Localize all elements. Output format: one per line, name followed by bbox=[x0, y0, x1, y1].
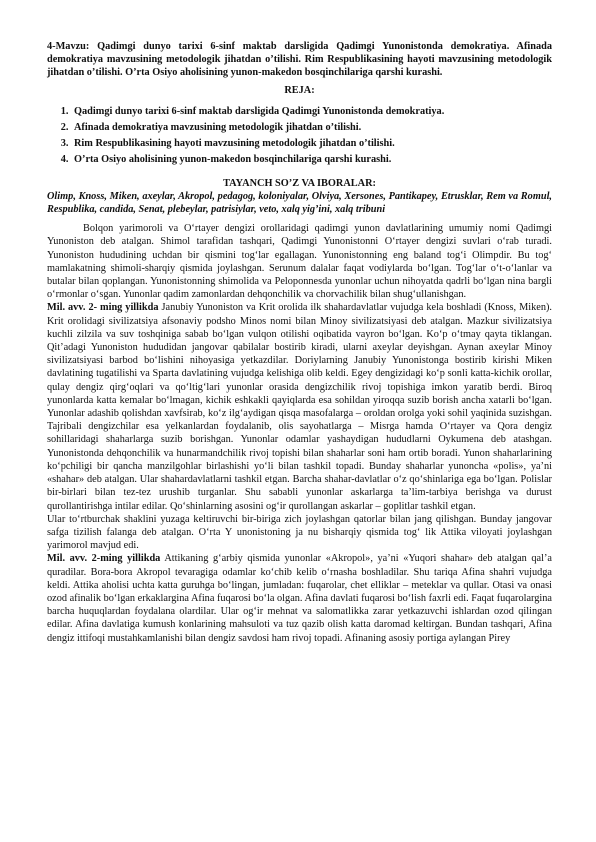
document-page bbox=[47, 40, 552, 645]
plan-item: 3. Rim Respublikasining hayoti mavzusining metodologik jihatdan o’tilishi. bbox=[71, 137, 552, 150]
paragraph-text: Attikaning g‘arbiy qismida yunonlar «Akropol», ya’ni «Yuqori shahar» deb atalgan qal’a quradilar. Bora-bora Akropol tevaragiga odamlar ko‘chib kelib o‘rnasha boshladilar. Shu tariqa Afina shahri vujudga keldi. Attika aholisi uchta katta guruhga bo‘lingan, jumladan: fuqarolar, chet elliklar – meteklar va qullar. Otasi va onasi ozod afinalik bo‘lgan erkaklargina Afina fuqarosi bo‘la olgan. Afina davlati fuqarosi bo‘lish faxrli edi. Faqat fuqarolargina barcha huquqlardan foydalana olardilar. Ular og‘ir mehnat va salomatlikka zarar yetkazuvchi ishlardan ozod qilingan edilar. Afina davlatiga kumush konlarining mahsuloti va tuz qazib olish katta daromad keltirgan. Bundan tashqari, Afina dengiz ittifoqi mustahkamlanishi bilan dengiz savdosi ham rivoj topadi. Afinaning asosiy portiga aylangan Pirey bbox=[47, 553, 552, 644]
period-lead: Mil. avv. 2- ming yillikda bbox=[47, 302, 159, 314]
plan-list bbox=[47, 105, 552, 167]
paragraph-early-states bbox=[47, 301, 552, 512]
plan-item: 1. Qadimgi dunyo tarixi 6-sinf maktab darsligida Qadimgi Yunonistonda demokratiya. bbox=[71, 105, 552, 118]
plan-item: 4. O’rta Osiyo aholisining yunon-makedon bosqinchilariga qarshi kurashi. bbox=[71, 153, 552, 166]
period-lead: Mil. avv. 2-ming yillikda bbox=[47, 553, 161, 565]
key-terms-text: Olimp, Knoss, Miken, axeylar, Akropol, pedagog, koloniyalar, Olviya, Xersones, Pantikapey, Etrusklar, Rem va Romul, Respublika, candida, Senat, plebeylar, patrisiylar, veto, xalq yig’ini, xalq tribuni bbox=[47, 190, 552, 216]
key-terms-heading: TAYANCH SO’Z VA IBORALAR: bbox=[223, 177, 376, 189]
paragraph-geography: Bolqon yarimoroli va O‘rtayer dengizi orollaridagi qadimgi yunon davlatlarining umumiy nomi Qadimgi Yunoniston deb atalgan. Shimol tarafidan tashqari, Qadimgi Yunonistonni O‘rtayer dengizi suvlari o‘rab turadi. Yunoniston hududining uchdan bir qismini tog‘lar egallagan. Yunonistonning eng baland tog‘i Olimpdir. Bu tog‘ mamlakatning shimoli-sharqiy qismida joylashgan. Serunum dalalar faqat vodiylarda bo‘lgan. Tog‘lar o‘t-o‘lanlar va butalar bilan qoplangan. Yunonistonning shimolida va Peloponnesda yunonlar uchun nihoyatda qadrli bo‘lgan nina bargli o‘rmonlar o‘sgan. Yunonlar qadim zamonlardan dehqonchilik va chorvachilik bilan shug‘ullanishgan. bbox=[47, 223, 552, 301]
plan-item: 2. Afinada demokratiya mavzusining metodologik jihatdan o’tilishi. bbox=[71, 121, 552, 134]
paragraph-text: Janubiy Yunoniston va Krit orolida ilk shahardavlatlar vujudga kela boshladi (Knoss, Miken). Krit orolidagi sivilizatsiya afsonaviy podsho Minos nomi bilan Minoy sivilizatsiyasi deb atalgan. Mazkur sivilizatsiya kuchli zilzila va suv toshqiniga sabab bo‘lgan vulqon otilishi oqibatida vayron bo‘lgan. Ko‘p o‘tmay qayta tiklangan. Qit’adagi Yunoniston hududidan jangovar qabilalar bostirib kiradi, ularni axeylar deyishgan. Aynan axeylar Minoy sivilizatsiyasi barbod bo‘lishini nihoyasiga yetkazdilar. Doriylarning Janubiy Yunonistonga bostirib kirishi Miken davlatining tugatilishi va Sparta davlatining vujudga kelishiga olib keldi. Egey dengizidagi ko‘p sonli katta-kichik orollar, qulay dengiz qirg‘oqlari va qo‘ltig‘lari yunonlar orasida dengizchilik rivoj topishiga imkon yaratib berdi. Biroq yunonlarda katta kemalar bo‘lmagan, kichik eshkakli qayiqlarda esa sohildan yiroqqa suzib borish ancha xatarli bo‘lgan. Yunonlar adashib qolishdan xavfsirab, ko‘z ilg‘aydigan qisqa masofalarga – oroldan orolga yoki sohil yaqinida suzishgan. Tajribali dengizchilar esa yelkanlardan foydalanib, olis sayohatlarga – Misrga hamda O‘rtayer va Qora dengiz sohillaridagi shaharlarga suzib borishgan. Yunonlar odamlar yashaydigan hududlarni Oykumena deb atashgan. Yunonistonda dehqonchilik va hunarmandchilik rivoj topishi bilan shaharlar soni ham ortib boradi. Yunon shaharlarining ko‘pchiligi bir qancha manzilgohlar birlashishi yo‘li bilan tashkil topadi. Bunday shaharlar yunoncha «polis», ya’ni «shahar» deb atalgan. Ular shahardavlatlarni tashkil etgan. Barcha shahar-davlatlar o‘z qo‘shinlariga ega bo‘lgan. Polislar bir-birlari bilan tez-tez urushib turganlar. Shu sababli yunonlar askarlarga ta’lim-tarbiya berishga va durust qurollantirishga intilar edilar. Qo‘shinlarning asosini og‘ir qurollangan askarlar – goplitlar tashkil etgan. bbox=[47, 302, 552, 512]
paragraph-phalanx: Ular to‘rtburchak shaklini yuzaga keltiruvchi bir-biriga zich joylashgan qatorlar bilan jang qilishgan. Bunday jangovar safga tizilish falanga deb atalgan. O‘rta Y unonistoning ja nu bisharqiy qismida tog‘ lik Attika viloyati joylashgan yarimorol mavjud edi. bbox=[47, 513, 552, 552]
paragraph-athens bbox=[47, 552, 552, 644]
plan-heading: REJA: bbox=[284, 84, 315, 96]
topic-title: 4-Mavzu: Qadimgi dunyo tarixi 6-sinf maktab darsligida Qadimgi Yunonistonda demokratiya. Afinada demokratiya mavzusining metodologik jihatdan o’tilishi. Rim Respublikasining hayoti mavzusining metodologik jihatdan o’tilishi. O’rta Osiyo aholisining yunon-makedon bosqinchilariga qarshi kurashi. bbox=[47, 41, 552, 79]
